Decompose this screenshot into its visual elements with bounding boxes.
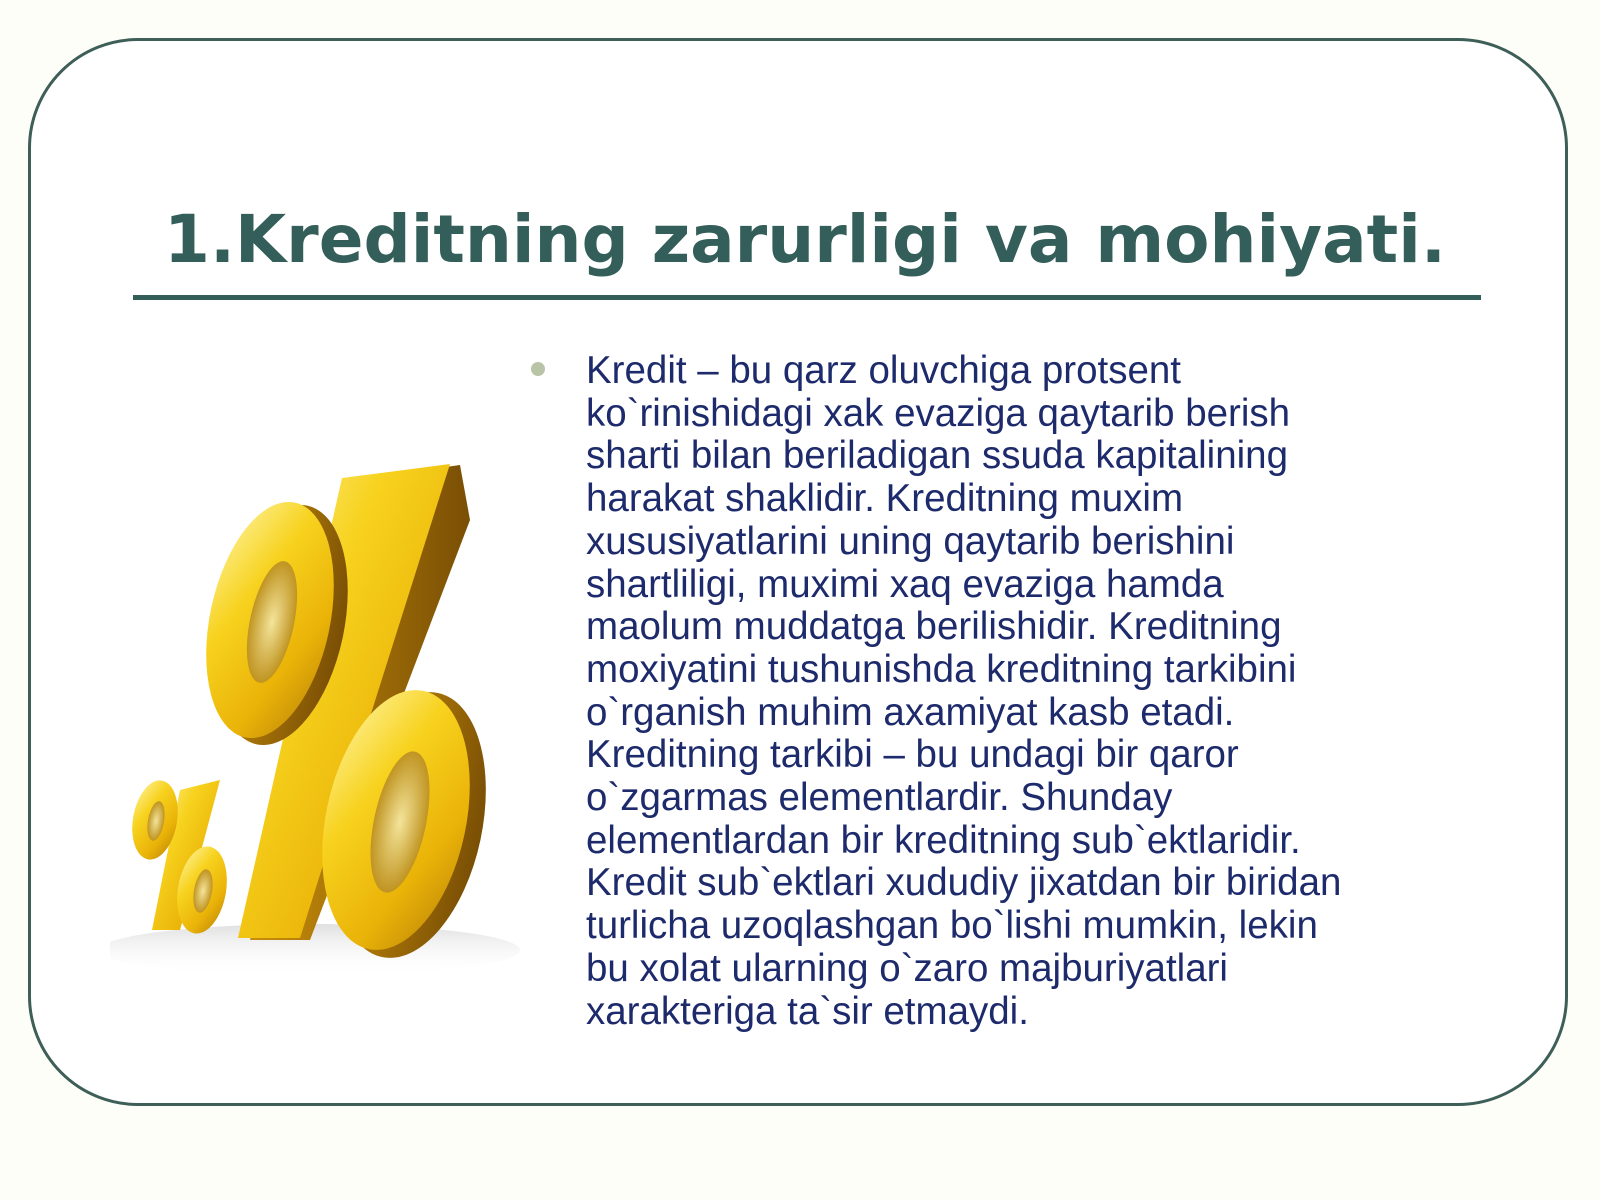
percent-signs-icon	[110, 460, 550, 1000]
bullet-dot-icon	[531, 362, 545, 376]
slide-title: 1.Kreditning zarurligi va mohiyati.	[164, 201, 1446, 278]
body-paragraph: Kredit – bu qarz oluvchiga protsent ko`rinishidagi xak evaziga qaytarib berish sharti bilan beriladigan ssuda kapitalining harakat shaklidir. Kreditning muxim xususiyatlarini uning qaytarib berishini shartliligi, muximi xaq evaziga hamda maolum muddatga berilishidir. Kreditning moxiyatini tushunishda kreditning tarkibini o`rganish muhim axamiyat kasb etadi. Kreditning tarkibi – bu undagi bir qaror o`zgarmas elementlardir. Shunday elementlardan bir kreditning sub`ektlaridir. Kredit sub`ektlari xududiy jixatdan bir biridan turlicha uzoqlashgan bo`lishi mumkin, lekin bu xolat ularning o`zaro majburiyatlari xarakteriga ta`sir etmaydi.	[586, 349, 1342, 1033]
title-underline	[133, 295, 1481, 300]
